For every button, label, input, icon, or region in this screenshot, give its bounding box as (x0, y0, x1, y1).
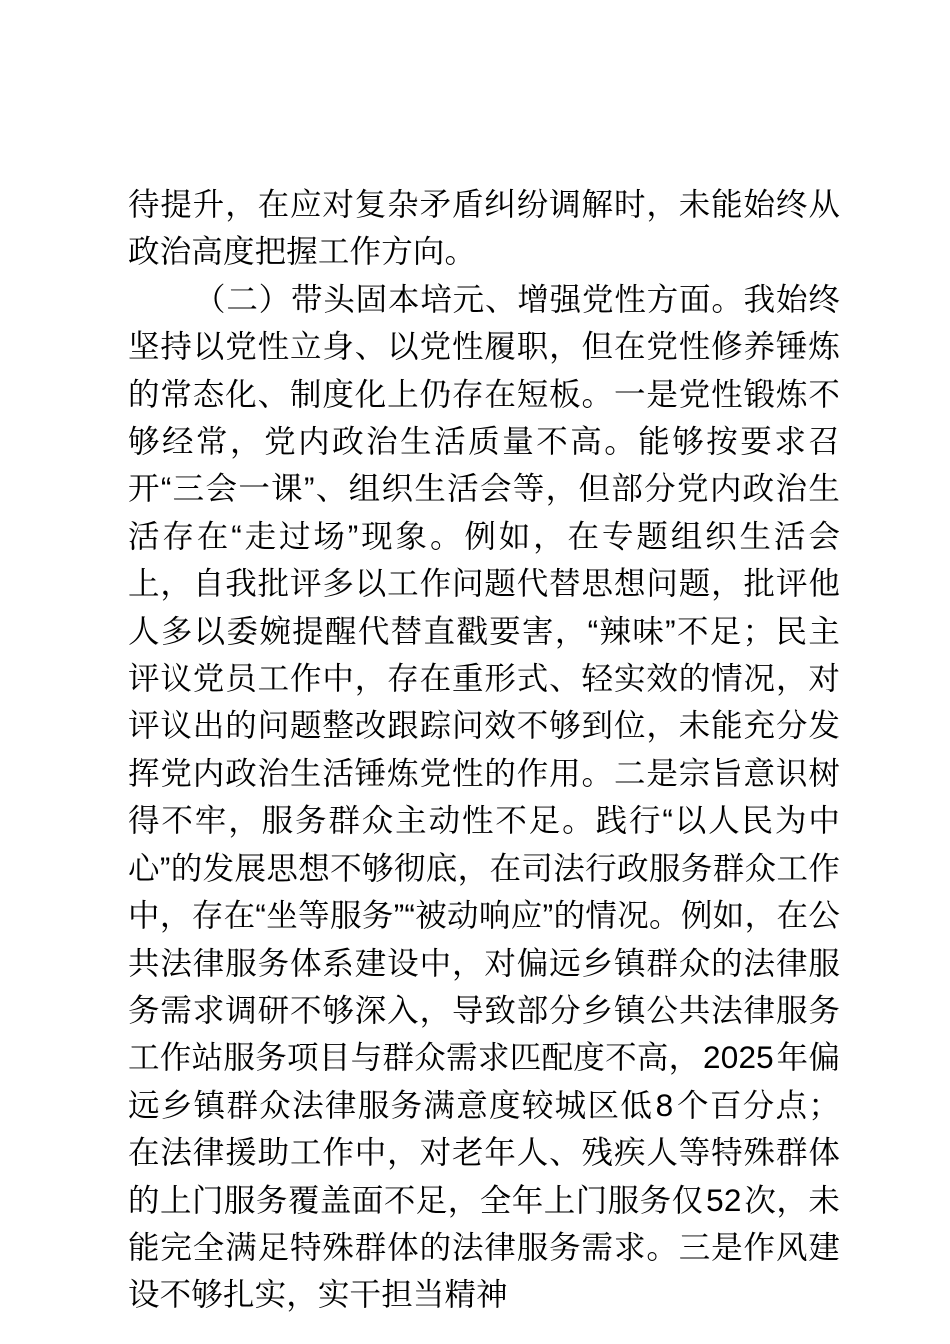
inline-number: 8 (655, 1086, 674, 1123)
inline-number: 52 (706, 1181, 742, 1218)
body-paragraph-continuation: 待提升，在应对复杂矛盾纠纷调解时，未能始终从政治高度把握工作方向。 (128, 186, 840, 270)
page-content (128, 181, 840, 1319)
body-paragraph-section-two: （二）带头固本培元、增强党性方面。我始终坚持以党性立身、以党性履职，但在党性修养锤炼的常态化、制度化上仍存在短板。一是党性锻炼不够经常，党内政治生活质量不高。能够按要求召开“三会一课”、组织生活会等，但部分党内政治生活存在“走过场”现象。例如，在专题组织生活会上，自我批评多以工作问题代替思想问题，批评他人多以委婉提醒代替直戳要害，“辣味”不足；民主评议党员工作中，存在重形式、轻实效的情况，对评议出的问题整改跟踪问效不够到位，未能充分发挥党内政治生活锤炼党性的作用。二是宗旨意识树得不牢，服务群众主动性不足。践行“以人民为中心”的发展思想不够彻底，在司法行政服务群众工作中，存在“坐等服务”“被动响应”的情况。例如，在公共法律服务体系建设中，对偏远乡镇群众的法律服务需求调研不够深入，导致部分乡镇公共法律服务工作站服务项目与群众需求匹配度不高，2025年偏远乡镇群众法律服务满意度较城区低8个百分点；在法律援助工作中，对老年人、残疾人等特殊群体的上门服务覆盖面不足，全年上门服务仅52次，未能完全满足特殊群体的法律服务需求。三是作风建设不够扎实，实干担当精神 (128, 280, 841, 1313)
inline-number: 2025 (703, 1039, 774, 1076)
